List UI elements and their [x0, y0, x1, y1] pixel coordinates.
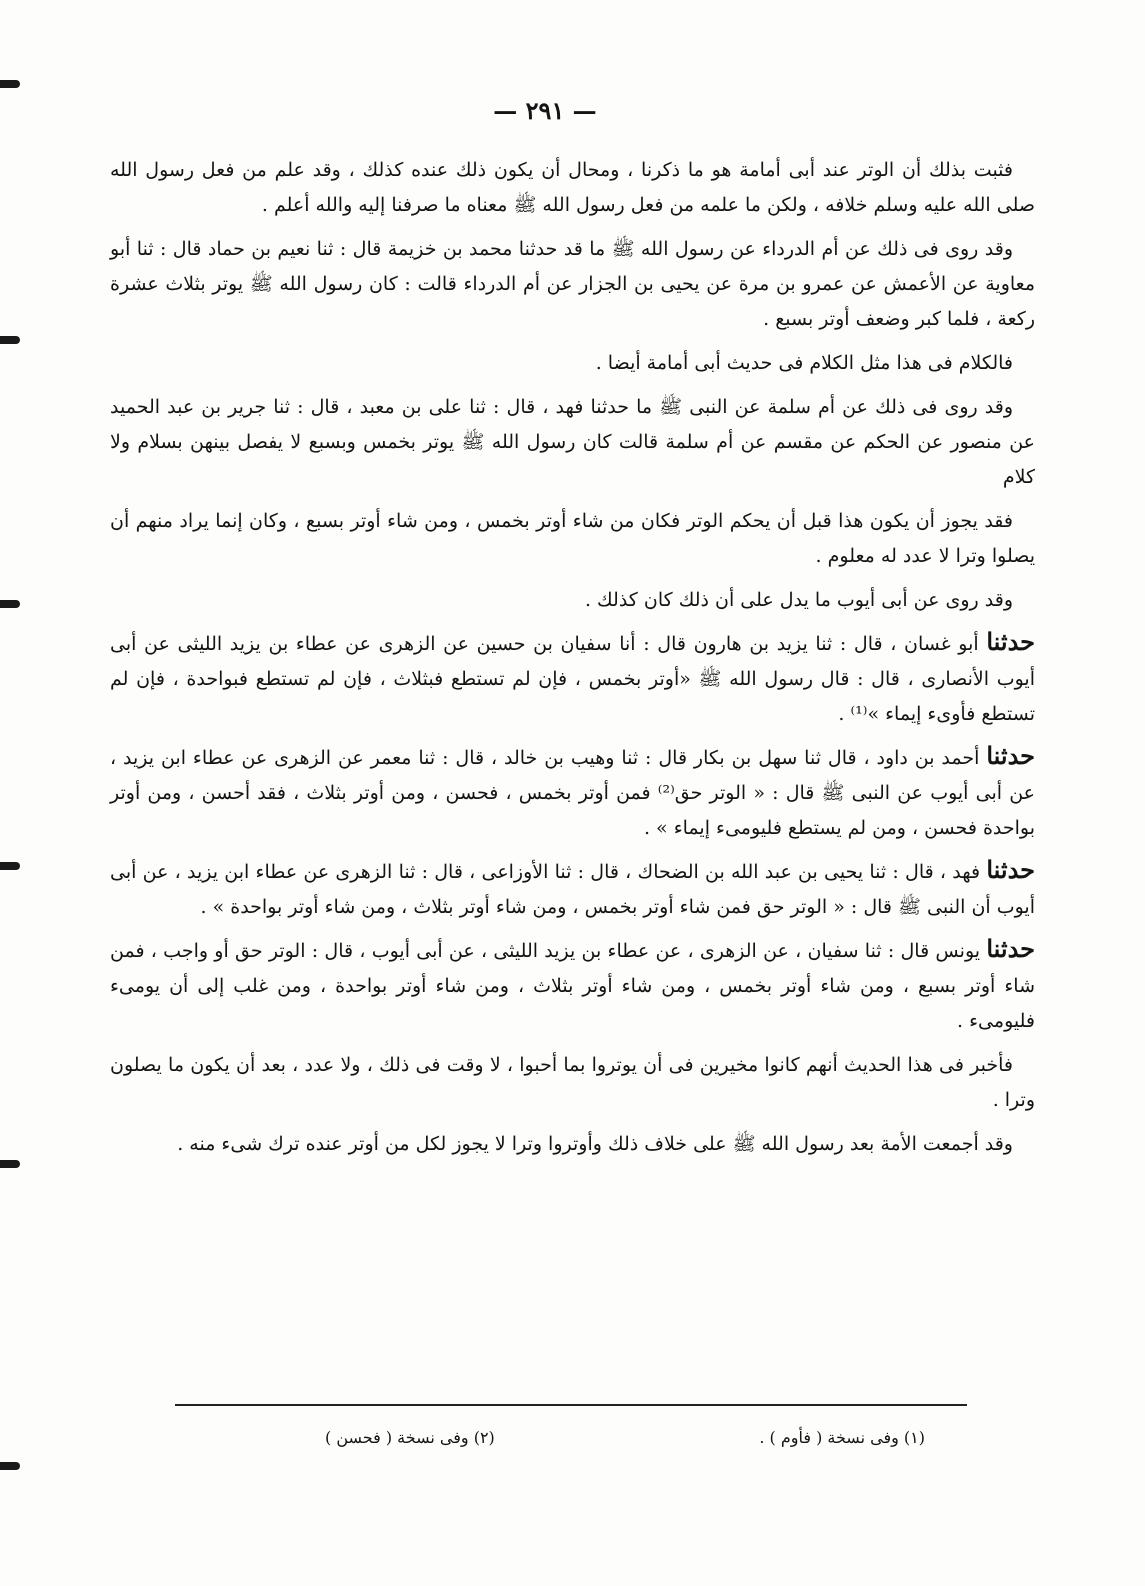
paragraph — [110, 229, 1035, 337]
main-text — [110, 150, 1035, 1168]
binding-mark — [0, 600, 20, 608]
paragraph — [110, 150, 1035, 223]
paragraph-text: فثبت بذلك أن الوتر عند أبى أمامة هو ما ذكرنا ، ومحال أن يكون ذلك عنده كذلك ، وقد علم من فعل رسول الله صلى الله عليه وسلم خلافه ، ولكن ما علمه من فعل رسول الله ﷺ معناه ما صرفنا إليه والله أعلم . — [110, 159, 1035, 216]
hadith-paragraph — [110, 738, 1035, 846]
footnote-1: (١) وفى نسخة ( فأوم ) . — [759, 1428, 925, 1447]
binding-mark — [0, 862, 20, 870]
paragraph-text: أحمد بن داود ، قال ثنا سهل بن بكار قال : ثنا وهيب بن خالد ، قال : ثنا معمر عن الزهرى عن عطاء ابن يزيد ، عن أبى أيوب عن النبى ﷺ قال : « الوتر حق⁽²⁾ فمن أوتر بخمس ، فحسن ، ومن أوتر بثلاث ، فقد أحسن ، ومن أوتر بواحدة فحسن ، ومن لم يستطع فليومىء إيماء » . — [110, 747, 1036, 839]
paragraph — [110, 387, 1035, 495]
paragraph — [110, 580, 1035, 618]
paragraph-text: أبو غسان ، قال : ثنا يزيد بن هارون قال : أنا سفيان بن حسين عن الزهرى عن عطاء بن يزيد الليثى عن أبى أيوب الأنصارى ، قال : قال رسول الله ﷺ «أوتر بخمس ، فإن لم تستطع فبثلاث ، فإن لم تستطع فبواحدة ، فإن لم تستطع فأوىء إيماء »⁽¹⁾ . — [110, 633, 1035, 725]
binding-mark — [0, 80, 20, 88]
paragraph-text: فهد ، قال : ثنا يحيى بن عبد الله بن الضحاك ، قال : ثنا الأوزاعى ، قال : ثنا الزهرى عن عطاء ابن يزيد ، عن أبى أيوب أن النبى ﷺ قال : « الوتر حق فمن شاء أوتر بخمس ، ومن شاء أوتر بثلاث ، ومن شاء أوتر بواحدة » . — [110, 861, 1035, 918]
binding-mark — [0, 1462, 20, 1470]
haddathana-heading: حدثنا — [986, 934, 1035, 963]
page-number: — ٢٩١ — — [493, 96, 597, 125]
hadith-paragraph — [110, 852, 1035, 925]
haddathana-heading: حدثنا — [986, 627, 1035, 656]
footnote-divider — [175, 1404, 967, 1406]
footnote-2: (٢) وفى نسخة ( فحسن ) — [325, 1428, 495, 1447]
paragraph-text: وقد روى فى ذلك عن أم سلمة عن النبى ﷺ ما حدثنا فهد ، قال : ثنا على بن معبد ، قال : ثنا جرير بن عبد الحميد عن منصور عن الحكم عن مقسم عن أم سلمة قالت كان رسول الله ﷺ يوتر بخمس وبسبع لا يفصل بينهن بسلام ولا كلام — [110, 396, 1035, 488]
binding-mark — [0, 336, 20, 344]
footnotes — [325, 1428, 925, 1447]
binding-mark — [0, 1160, 20, 1168]
haddathana-heading: حدثنا — [986, 855, 1035, 884]
paragraph-text: فأخبر فى هذا الحديث أنهم كانوا مخيرين فى أن يوتروا بما أحبوا ، لا وقت فى ذلك ، ولا عدد ، بعد أن يكون ما يصلون وترا . — [110, 1054, 1035, 1111]
hadith-paragraph — [110, 624, 1035, 732]
paragraph — [110, 1124, 1035, 1162]
paragraph — [110, 1045, 1035, 1118]
paragraph-text: وقد روى فى ذلك عن أم الدرداء عن رسول الله ﷺ ما قد حدثنا محمد بن خزيمة قال : ثنا نعيم بن حماد قال : ثنا أبو معاوية عن الأعمش عن عمرو بن مرة عن يحيى بن الجزار عن أم الدرداء قالت : كان رسول الله ﷺ يوتر بثلاث عشرة ركعة ، فلما كبر وضعف أوتر بسبع . — [110, 238, 1035, 330]
paragraph — [110, 343, 1035, 381]
paragraph — [110, 501, 1035, 574]
haddathana-heading: حدثنا — [986, 741, 1035, 770]
paragraph-text: وقد أجمعت الأمة بعد رسول الله ﷺ على خلاف ذلك وأوتروا وترا لا يجوز لكل من أوتر عنده ترك شىء منه . — [177, 1133, 1013, 1155]
paragraph-text: يونس قال : ثنا سفيان ، عن الزهرى ، عن عطاء بن يزيد الليثى ، عن أبى أيوب ، قال : الوتر حق أو واجب ، فمن شاء أوتر بسبع ، ومن شاء أوتر بخمس ، ومن شاء أوتر بثلاث ، ومن شاء أوتر بواحدة ، ومن غلب إلى أن يومىء فليومىء . — [110, 940, 1035, 1032]
paragraph-text: وقد روى عن أبى أيوب ما يدل على أن ذلك كان كذلك . — [584, 589, 1013, 611]
paragraph-text: فالكلام فى هذا مثل الكلام فى حديث أبى أمامة أيضا . — [595, 352, 1013, 374]
paragraph-text: فقد يجوز أن يكون هذا قبل أن يحكم الوتر فكان من شاء أوتر بخمس ، ومن شاء أوتر بسبع ، وكان إنما يراد منهم أن يصلوا وترا لا عدد له معلوم . — [110, 510, 1035, 567]
hadith-paragraph — [110, 931, 1035, 1039]
